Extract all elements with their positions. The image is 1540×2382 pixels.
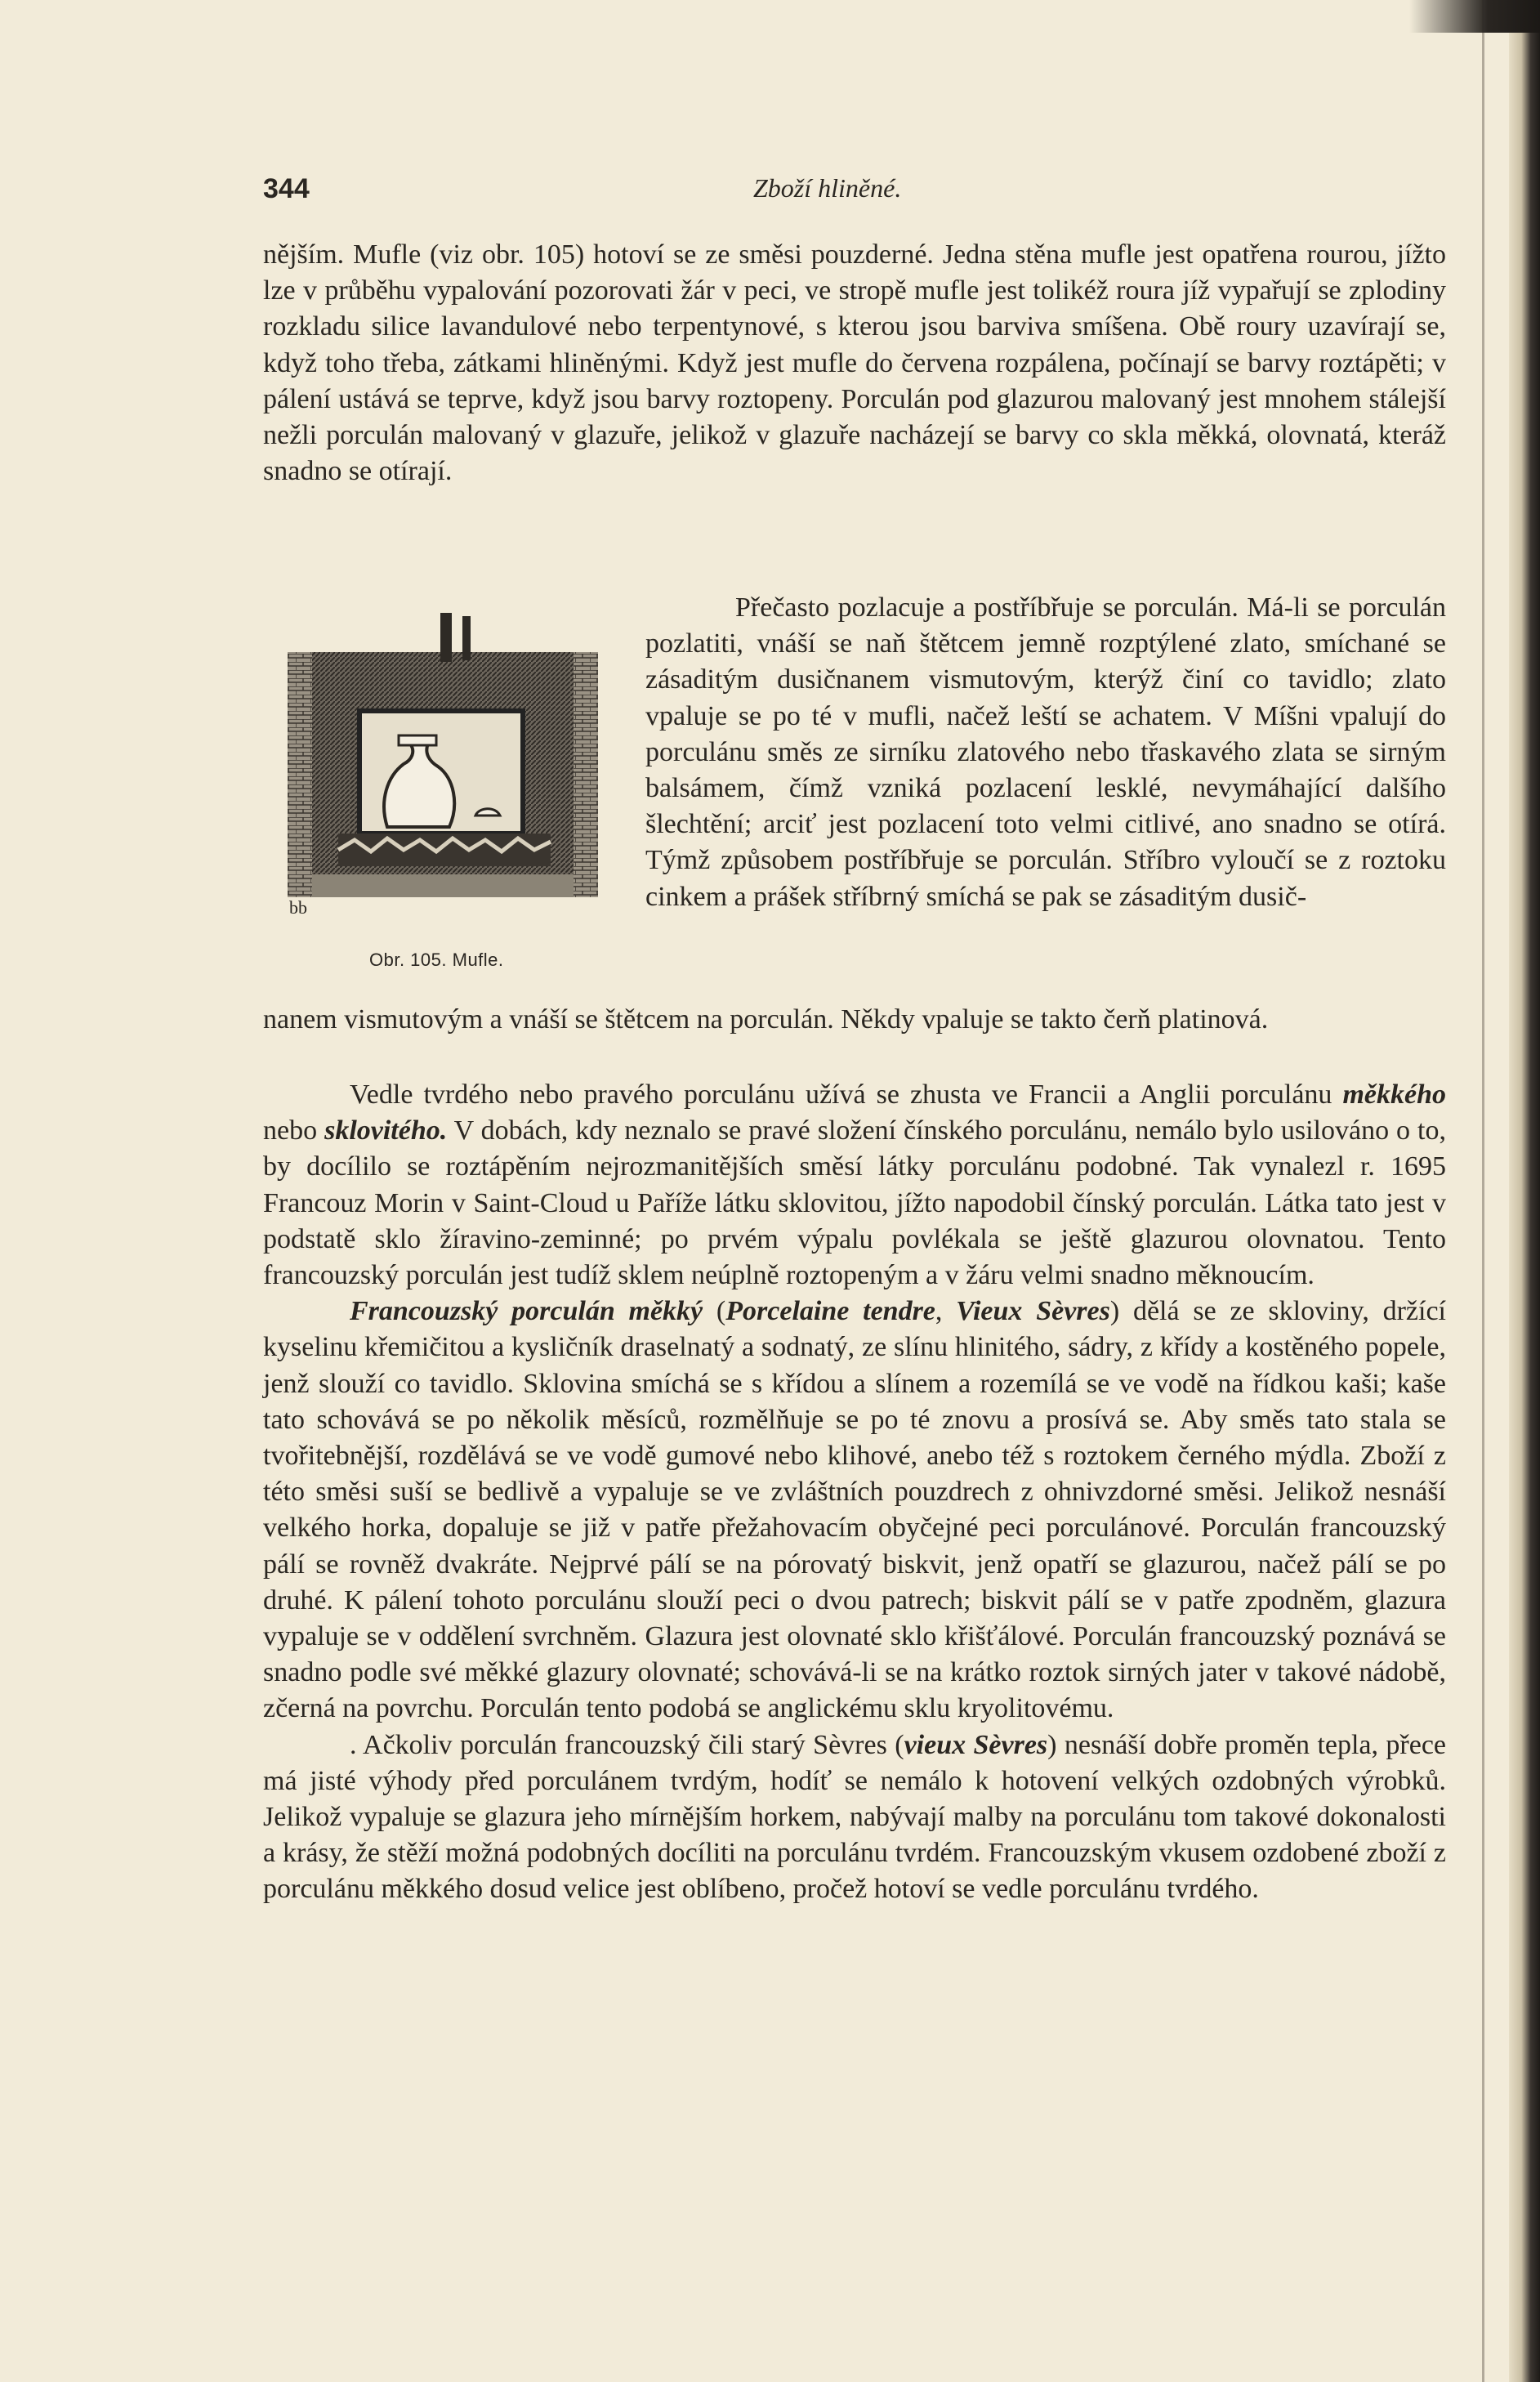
figure-caption: Obr. 105. Mufle. bbox=[369, 950, 504, 970]
term-porcelaine-tendre: Porcelaine tendre bbox=[725, 1296, 935, 1327]
top-paragraph-block bbox=[263, 237, 1446, 489]
muffle-illustration bbox=[281, 613, 616, 940]
page-corner-shadow bbox=[1409, 0, 1540, 33]
figure-muffle bbox=[281, 613, 616, 989]
term-vieux-sevres-lower: vieux Sèvres bbox=[904, 1729, 1048, 1760]
term-glassy: sklovitého. bbox=[324, 1115, 448, 1146]
side-paragraph: Přečasto pozlacuje a postříbřuje se porculán. Má-li se porculán pozlatiti, vnáší se naň štětcem jemně rozptýlené zlato, smíchané se zásaditým dusičnanem vismutovým, kterýž činí co tavidlo; zlato vpaluje se po té v mufli, načež leští se achatem. V Míšni vpalují do porculánu směs ze sirníku zlatového nebo třaskavého zlata se sirným balsámem, čímž vzniká pozlacení lesklé, nevymáhající dalšího šlechtění; arciť jest pozlacení toto velmi citlivé, ano snadno se otírá. Týmž způsobem postříbřuje se porculán. Stříbro vyloučí se z roztoku cinkem a prášek stříbrný smíchá se pak se zásaditým dusič- bbox=[645, 592, 1446, 912]
running-title: Zboží hliněné. bbox=[753, 173, 902, 203]
top-paragraph: nějším. Mufle (viz obr. 105) hotoví se ze směsi pouzderné. Jedna stěna mufle jest opatřena rourou, jížto lze v průběhu vypalování pozorovati žár v peci, ve stropě mufle jest tolikéž roura jíž vypařují se zplodiny rozkladu silice lavandulové nebo terpentynové, s kterou jsou barviva smíšena. Obě roury uzavírají se, když toho třeba, zátkami hliněnými. Když jest mufle do červena rozpálena, počínají se barvy roztápěti; v pálení ustává se teprve, když jsou barvy roztopeny. Porculán pod glazurou malovaný jest mnohem stálejší nežli porculán malovaný v glazuře, jelikož v glazuře nacházejí se barvy co skla měkká, olovnatá, kteráž snadno se otírají. bbox=[263, 239, 1446, 487]
page-number: 344 bbox=[263, 173, 310, 204]
continuation-block bbox=[263, 1002, 1446, 1038]
paragraph-soft-porcelain: Vedle tvrdého nebo pravého porculánu užívá se zhusta ve Francii a Anglii porculánu měkkého nebo sklovitého. V dobách, kdy neznalo se pravé složení čínského porculánu, nemálo bylo usilováno o to, by docílilo se roztápěním nejrozmanitějších směsí látky porculánu podobné. Tak vynalezl r. 1695 Francouz Morin v Saint-Cloud u Paříže látku sklovitou, jížto napodobil čínský porculán. Látka tato jest v podstatě sklo žíravino-zeminné; po prvém výpalu povlékala se ještě glazurou olovnatou. Tento francouzský porculán jest tudíž sklem neúplně roztopeným a v žáru velmi snadno měknoucím. bbox=[263, 1079, 1446, 1291]
main-text-block bbox=[263, 1077, 1446, 1908]
page-header bbox=[263, 173, 1440, 214]
page-edge bbox=[1509, 0, 1540, 2382]
paragraph-last: . Ačkoliv porculán francouzský čili starý Sèvres (vieux Sèvres) nesnáší dobře proměn tepla, přece má jisté výhody před porculánem tvrdým, hodíť se nemálo k hotovení velkých ozdobných výrobků. Jelikož vypaluje se glazura jeho mírnějším horkem, nabývají malby na porculánu tom takové dokonalosti a krásy, že stěží možná podobných docíliti na porculánu tvrdém. Francouzským vkusem ozdobené zboží z porculánu měkkého dosud velice jest oblíbeno, pročež hotoví se vedle porculánu tvrdého. bbox=[263, 1729, 1447, 1905]
side-paragraph-block bbox=[645, 590, 1446, 915]
figure-label: bb bbox=[289, 897, 307, 918]
term-vieux-sevres: Vieux Sèvres bbox=[956, 1296, 1110, 1327]
continuation-paragraph: nanem vismutovým a vnáší se štětcem na porculán. Někdy vpaluje se takto čerň platinová. bbox=[263, 1004, 1269, 1035]
page-gutter-shadow bbox=[1482, 0, 1484, 2382]
paragraph-french-porcelain: Francouzský porculán měkký (Porcelaine tendre, Vieux Sèvres) dělá se ze skloviny, držící kyselinu křemičitou a kysličník draselnatý a sodnatý, ze slínu hlinitého, sádry, z křídy a kostěného popele, jenž slouží co tavidlo. Sklovina smíchá se s křídou a slínem a rozemílá se ve vodě na řídkou kaši; kaše tato schovává se po několik měsíců, rozmělňuje se po té znovu a prosívá se. Aby směs tato stala se tvořitebnější, rozdělává se ve vodě gumové nebo klihové, anebo též s roztokem černého mýdla. Zboží z této směsi suší se bedlivě a vypaluje se ve zvláštních pouzdrech z ohnivzdorné směsi. Jelikož nesnáší velkého horka, dopaluje se již v patře přežahovacím obyčejné peci porculánové. Porculán francouzský pálí se rovněž dvakráte. Nejprvé pálí se na pórovatý biskvit, jenž opatří se glazurou, načež pálí se po druhé. K pálení tohoto porculánu slouží peci o dvou patrech; biskvit pálí se v patře zpodněm, glazura vypaluje se v oddělení svrchněm. Glazura jest olovnaté sklo křišťálové. Porculán francouzský poznává se snadno podle své měkké glazury olovnaté; schovává-li se na krátko roztok sirných jater v takové nádobě, zčerná na povrchu. Porculán tento podobá se anglickému sklu kryolitovému. bbox=[263, 1296, 1447, 1724]
term-french-soft: Francouzský porculán měkký bbox=[350, 1296, 703, 1327]
term-soft: měkkého bbox=[1342, 1079, 1446, 1110]
